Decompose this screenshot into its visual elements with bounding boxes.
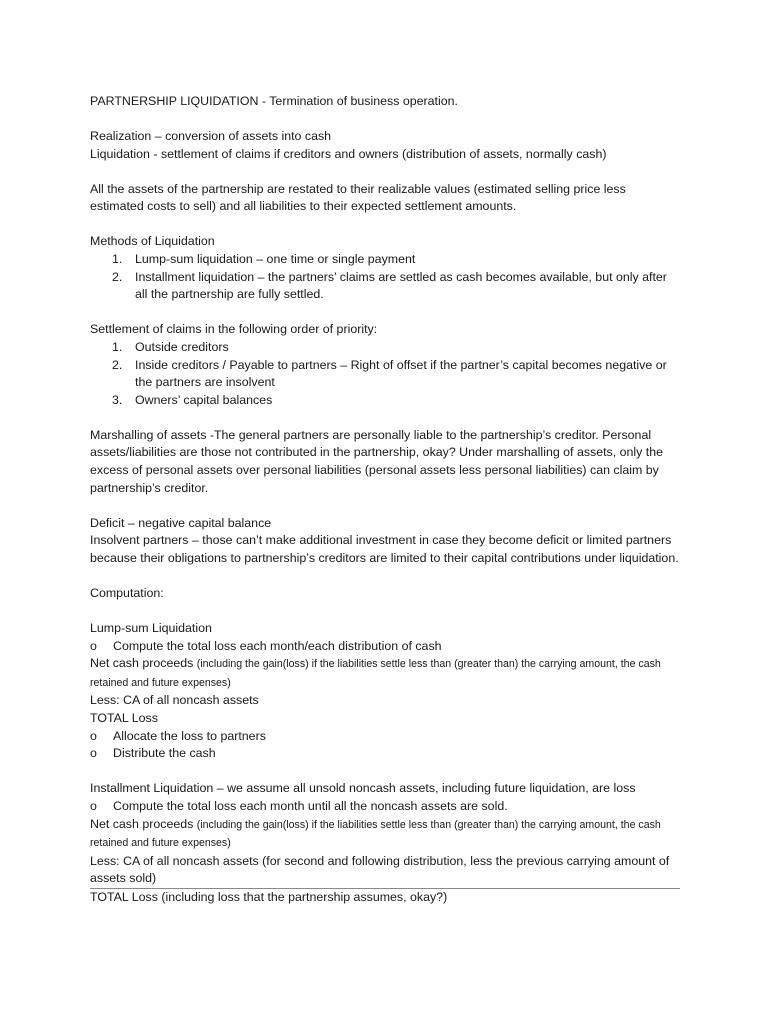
bullet-item [90,798,680,816]
total-loss-line: TOTAL Loss (including loss that the partnership assumes, okay?) [90,889,448,904]
computation-heading: Computation: [90,585,164,600]
ncp-note: (including the gain(loss) if the liabilities settle less than (greater than) the carrying amount, the cash retained and future expenses) [90,658,661,689]
list-item [90,357,680,392]
document-body [90,93,680,906]
liquidation-definition: Liquidation - settlement of claims if creditors and owners (distribution of assets, normally cash) [90,146,607,161]
bullet-mark: o [90,728,97,743]
less-ca-line: Less: CA of all noncash assets [90,693,259,708]
list-text: Outside creditors [135,339,229,354]
list-item [90,251,680,269]
list-number: 1. [112,252,123,267]
list-text: Lump-sum liquidation – one time or single payment [135,252,416,267]
net-cash-proceeds-line [90,816,680,853]
marshalling-paragraph: Marshalling of assets -The general partners are personally liable to the partnership’s creditor. Personal assets/liabilities are those not contributed in the partnership, okay? Under marshalling of assets, only the excess of personal assets over personal liabilities (personal assets less personal liabilities) can claim by partnership’s creditor. [90,427,664,495]
insolvent-partners-paragraph: Insolvent partners – those can’t make additional investment in case they become deficit or limited partners because their obligations to partnership’s creditors are limited to their capital contributions under liquidation. [90,533,679,565]
bullet-mark: o [90,798,97,813]
list-number: 2. [112,357,123,372]
settlement-heading: Settlement of claims in the following order of priority: [90,322,378,337]
ncp-note: (including the gain(loss) if the liabilities settle less than (greater than) the carrying amount, the cash retained and future expenses) [90,818,661,850]
settlement-list [90,339,680,409]
less-ca-line: Less: CA of all noncash assets (for second and following distribution, less the previous carrying amount of assets sold) [90,853,680,889]
lump-sum-heading: Lump-sum Liquidation [90,621,212,636]
net-cash-proceeds-line [90,655,680,692]
list-text: Inside creditors / Payable to partners – Right of offset if the partner’s capital becomes negative or the partners are insolvent [135,357,667,390]
bullet-text: Allocate the loss to partners [113,728,266,743]
list-number: 1. [112,339,123,354]
total-loss-line: TOTAL Loss [90,711,158,726]
bullet-text: Compute the total loss each month/each distribution of cash [113,638,442,653]
ncp-label: Net cash proceeds [90,816,194,831]
bullet-item [90,638,680,656]
bullet-mark: o [90,638,97,653]
bullet-item [90,745,680,763]
list-item [90,269,680,304]
deficit-definition: Deficit – negative capital balance [90,515,272,530]
restatement-paragraph: All the assets of the partnership are restated to their realizable values (estimated selling price less estimated costs to sell) and all liabilities to their expected settlement amounts. [90,181,626,214]
list-item [90,392,680,410]
methods-heading: Methods of Liquidation [90,234,215,249]
bullet-item [90,728,680,746]
list-number: 2. [112,269,123,284]
list-number: 3. [112,392,123,407]
ncp-label: Net cash proceeds [90,656,194,671]
bullet-text: Distribute the cash [113,746,216,761]
realization-definition: Realization – conversion of assets into cash [90,129,332,144]
installment-heading: Installment Liquidation – we assume all unsold noncash assets, including future liquidation, are loss [90,781,636,796]
bullet-text: Compute the total loss each month until all the noncash assets are sold. [113,798,508,813]
list-item [90,339,680,357]
document-title: PARTNERSHIP LIQUIDATION - Termination of business operation. [90,94,458,108]
bullet-mark: o [90,746,97,761]
list-text: Installment liquidation – the partners’ claims are settled as cash becomes available, but only after all the partnership are fully settled. [135,269,667,302]
methods-list [90,251,680,304]
list-text: Owners’ capital balances [135,392,273,407]
